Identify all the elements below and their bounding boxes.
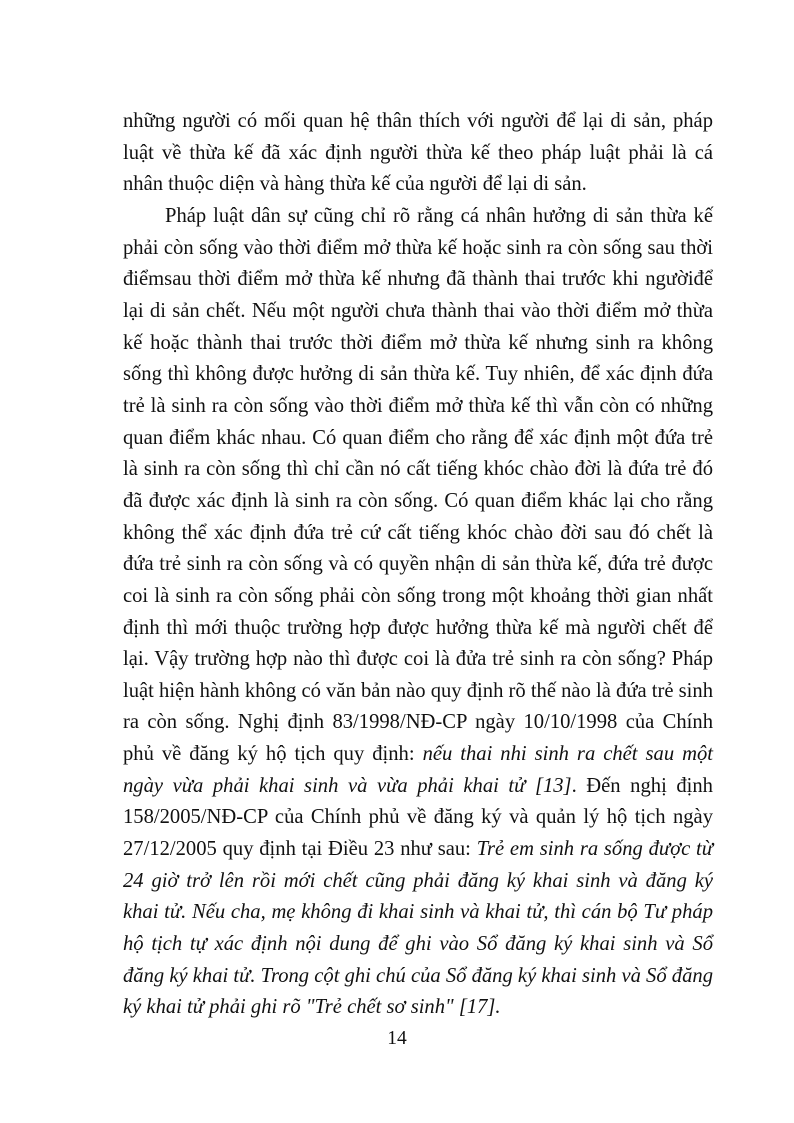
text-segment: những người có mối quan hệ thân thích với người để lại di sản, pháp luật về thừa kế đã xác định người thừa kế theo pháp luật phải là cá nhân thuộc diện và hàng thừa kế của người để lại di sản.	[123, 110, 713, 196]
page-footer	[0, 1028, 794, 1050]
text-segment: Pháp luật dân sự cũng chỉ rõ rằng cá nhân hưởng di sản thừa kế phải còn sống vào thời điểm mở thừa kế hoặc sinh ra còn sống sau thời điểmsau thời điểm mở thừa kế nhưng đã thành thai trước khi ngườiđể lại di sản chết. Nếu một người chưa thành thai vào thời điểm mở thừa kế hoặc thành thai trước thời điểm mở thừa kế nhưng sinh ra không sống thì không được hưởng di sản thừa kế. Tuy nhiên, để xác định đứa trẻ là sinh ra còn sống vào thời điểm mở thừa kế thì vẫn còn có những quan điểm khác nhau. Có quan điểm cho rằng để xác định một đứa trẻ là sinh ra còn sống thì chỉ cần nó cất tiếng khóc chào đời là đứa trẻ đó đã được xác định là sinh ra còn sống. Có quan điểm khác lại cho rằng không thể xác định đứa trẻ cứ cất tiếng khóc chào đời sau đó chết là đứa trẻ sinh ra còn sống và có quyền nhận di sản thừa kế, đứa trẻ được coi là sinh ra còn sống phải còn sống trong một khoảng thời gian nhất định thì mới thuộc trường hợp được hưởng thừa kế mà người chết để lại. Vậy trường hợp nào thì được coi là đửa trẻ sinh ra còn sống? Pháp luật hiện hành không có văn bản nào quy định rõ thế nào là đứa trẻ sinh ra còn sống. Nghị định 83/1998/NĐ-CP ngày 10/10/1998 của Chính phủ về đăng ký hộ tịch quy định:	[123, 204, 713, 766]
paragraph	[123, 106, 713, 201]
page-number: 14	[387, 1028, 407, 1049]
paragraph	[123, 201, 713, 1024]
italic-text-segment: Trẻ em sinh ra sống được từ 24 giờ trở lên rồi mới chết cũng phải đăng ký khai sinh và đăng ký khai tử. Nếu cha, mẹ không đi khai sinh và khai tử, thì cán bộ Tư pháp hộ tịch tự xác định nội dung để ghi vào Sổ đăng ký khai sinh và Sổ đăng ký khai tử. Trong cột ghi chú của Sổ đăng ký khai sinh và Sổ đăng ký khai tử phải ghi rõ "Trẻ chết sơ sinh" [17].	[123, 838, 713, 1019]
italic-text-segment: nếu thai nhi sinh ra chết sau một ngày vừa phải khai sinh và vừa phải khai tử [13]	[123, 743, 713, 797]
text-block	[123, 106, 713, 1024]
text-segment: . Đến nghị định 158/2005/NĐ-CP của Chính phủ về đăng ký và quản lý hộ tịch ngày 27/12/2005 quy định tại Điều 23 như sau:	[123, 774, 713, 861]
